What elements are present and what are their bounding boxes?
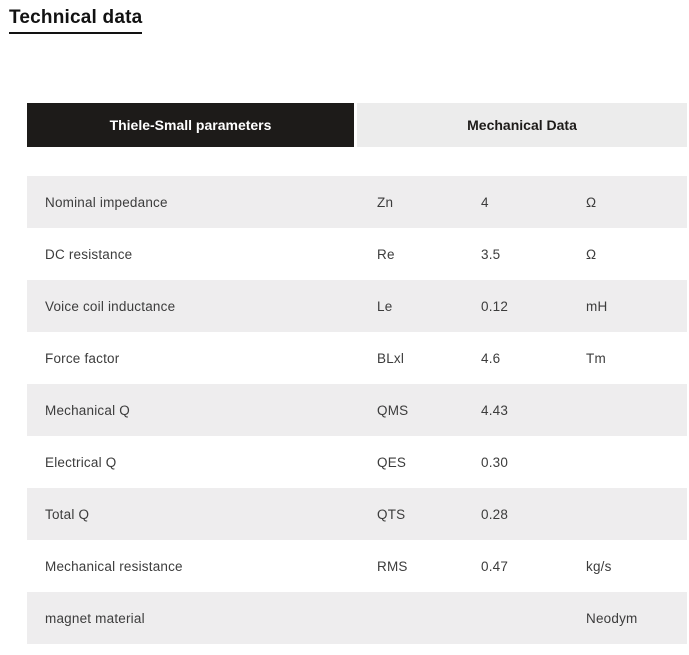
param-label: Electrical Q (45, 454, 117, 470)
param-unit: Ω (586, 246, 597, 262)
param-symbol: Zn (377, 194, 394, 210)
param-value: 0.12 (481, 298, 509, 314)
param-label: Nominal impedance (45, 194, 168, 210)
param-value: 0.30 (481, 454, 509, 470)
param-value: 4 (481, 194, 489, 210)
table-row (27, 384, 687, 436)
param-unit: Neodym (586, 610, 638, 626)
param-symbol: QMS (377, 402, 409, 418)
param-symbol: BLxl (377, 350, 405, 366)
tab-mechanical-data[interactable]: Mechanical Data (357, 103, 687, 147)
param-label: magnet material (45, 610, 145, 626)
table-row (27, 228, 687, 280)
param-label: DC resistance (45, 246, 133, 262)
table-row (27, 592, 687, 644)
param-label: Mechanical Q (45, 402, 130, 418)
param-symbol: QES (377, 454, 407, 470)
param-label: Mechanical resistance (45, 558, 183, 574)
param-unit: Ω (586, 194, 597, 210)
param-symbol: Le (377, 298, 393, 314)
param-symbol: QTS (377, 506, 406, 522)
table-row (27, 436, 687, 488)
table-row (27, 332, 687, 384)
table-row (27, 280, 687, 332)
table-row (27, 176, 687, 228)
param-symbol: RMS (377, 558, 408, 574)
param-unit: kg/s (586, 558, 612, 574)
param-value: 0.28 (481, 506, 509, 522)
page-title: Technical data (9, 7, 142, 34)
param-value: 4.6 (481, 350, 501, 366)
parameters-table (27, 176, 687, 644)
param-value: 4.43 (481, 402, 509, 418)
param-unit: Tm (586, 350, 606, 366)
param-unit: mH (586, 298, 608, 314)
tab-bar (27, 103, 687, 147)
table-row (27, 488, 687, 540)
param-value: 0.47 (481, 558, 509, 574)
param-value: 3.5 (481, 246, 501, 262)
tab-thiele-small-parameters[interactable]: Thiele-Small parameters (27, 103, 354, 147)
param-label: Total Q (45, 506, 90, 522)
table-row (27, 540, 687, 592)
param-label: Voice coil inductance (45, 298, 176, 314)
param-symbol: Re (377, 246, 395, 262)
param-label: Force factor (45, 350, 120, 366)
